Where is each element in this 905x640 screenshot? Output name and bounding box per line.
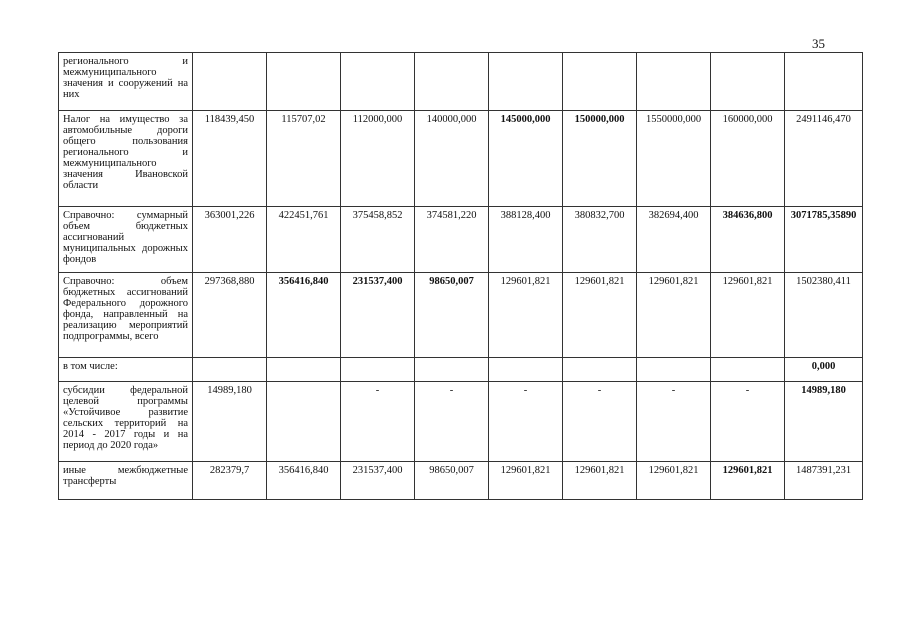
table-cell — [415, 53, 489, 111]
table-cell — [711, 358, 785, 382]
total-cell: 1487391,231 — [785, 462, 863, 500]
table-row — [59, 382, 863, 462]
table-cell: 118439,450 — [193, 111, 267, 207]
table-cell: 380832,700 — [563, 207, 637, 273]
table-cell: 356416,840 — [267, 462, 341, 500]
table-row — [59, 111, 863, 207]
table-cell — [711, 53, 785, 111]
total-cell: 1502380,411 — [785, 273, 863, 358]
table-cell: 129601,821 — [637, 462, 711, 500]
table-cell: 14989,180 — [193, 382, 267, 462]
table-cell: 129601,821 — [563, 273, 637, 358]
table-cell: 422451,761 — [267, 207, 341, 273]
table-row — [59, 207, 863, 273]
table-cell: - — [711, 382, 785, 462]
table-cell — [489, 53, 563, 111]
table-cell: 129601,821 — [637, 273, 711, 358]
table-cell — [193, 53, 267, 111]
row-label: иные межбюджетные трансферты — [59, 462, 193, 500]
table-cell — [637, 53, 711, 111]
table-cell: 231537,400 — [341, 273, 415, 358]
table-cell: 1550000,000 — [637, 111, 711, 207]
budget-table — [58, 52, 863, 500]
table-cell: 98650,007 — [415, 273, 489, 358]
table-cell — [415, 358, 489, 382]
row-label: в том числе: — [59, 358, 193, 382]
row-label: Справочно: суммарный объем бюджетных ассигнований муниципальных дорожных фондов — [59, 207, 193, 273]
table-cell: 150000,000 — [563, 111, 637, 207]
table-cell: 98650,007 — [415, 462, 489, 500]
table-cell: 297368,880 — [193, 273, 267, 358]
table-cell: - — [637, 382, 711, 462]
table-cell: 129601,821 — [489, 462, 563, 500]
table-cell: 115707,02 — [267, 111, 341, 207]
table-cell — [563, 53, 637, 111]
table-cell — [489, 358, 563, 382]
table-cell: 375458,852 — [341, 207, 415, 273]
table-cell — [267, 382, 341, 462]
row-label: Справочно: объем бюджетных ассигнований Федерального дорожного фонда, направленный на реализацию мероприятий подпрограммы, всего — [59, 273, 193, 358]
table-cell: 382694,400 — [637, 207, 711, 273]
row-label: регионального и межмуниципального значения и сооружений на них — [59, 53, 193, 111]
table-cell: 112000,000 — [341, 111, 415, 207]
table-cell — [267, 358, 341, 382]
table-cell: 140000,000 — [415, 111, 489, 207]
row-label: субсидии федеральной целевой программы «Устойчивое развитие сельских территорий на 2014 - 2017 годы и на период до 2020 года» — [59, 382, 193, 462]
table-cell: - — [563, 382, 637, 462]
table-cell — [341, 53, 415, 111]
table-cell: 282379,7 — [193, 462, 267, 500]
total-cell — [785, 53, 863, 111]
table-cell: 356416,840 — [267, 273, 341, 358]
page-number: 35 — [812, 36, 825, 51]
table-cell: 129601,821 — [489, 273, 563, 358]
total-cell: 3071785,35890 — [785, 207, 863, 273]
table-cell: 129601,821 — [563, 462, 637, 500]
total-cell: 14989,180 — [785, 382, 863, 462]
table-cell: 145000,000 — [489, 111, 563, 207]
table-cell: 160000,000 — [711, 111, 785, 207]
table-row — [59, 53, 863, 111]
table-cell — [193, 358, 267, 382]
table-cell — [563, 358, 637, 382]
row-label: Налог на имущество за автомобильные дороги общего пользования регионального и межмуниципального значения Ивановской области — [59, 111, 193, 207]
table-row — [59, 273, 863, 358]
table-cell — [341, 358, 415, 382]
table-cell: 129601,821 — [711, 462, 785, 500]
table-cell — [267, 53, 341, 111]
table-cell: 374581,220 — [415, 207, 489, 273]
table-cell: - — [489, 382, 563, 462]
table-row — [59, 358, 863, 382]
total-cell: 0,000 — [785, 358, 863, 382]
table-row — [59, 462, 863, 500]
total-cell: 2491146,470 — [785, 111, 863, 207]
table-cell: 129601,821 — [711, 273, 785, 358]
table-cell: 388128,400 — [489, 207, 563, 273]
table-cell: 231537,400 — [341, 462, 415, 500]
table-cell: 363001,226 — [193, 207, 267, 273]
table-cell: - — [341, 382, 415, 462]
table-cell: 384636,800 — [711, 207, 785, 273]
table-cell: - — [415, 382, 489, 462]
table-cell — [637, 358, 711, 382]
